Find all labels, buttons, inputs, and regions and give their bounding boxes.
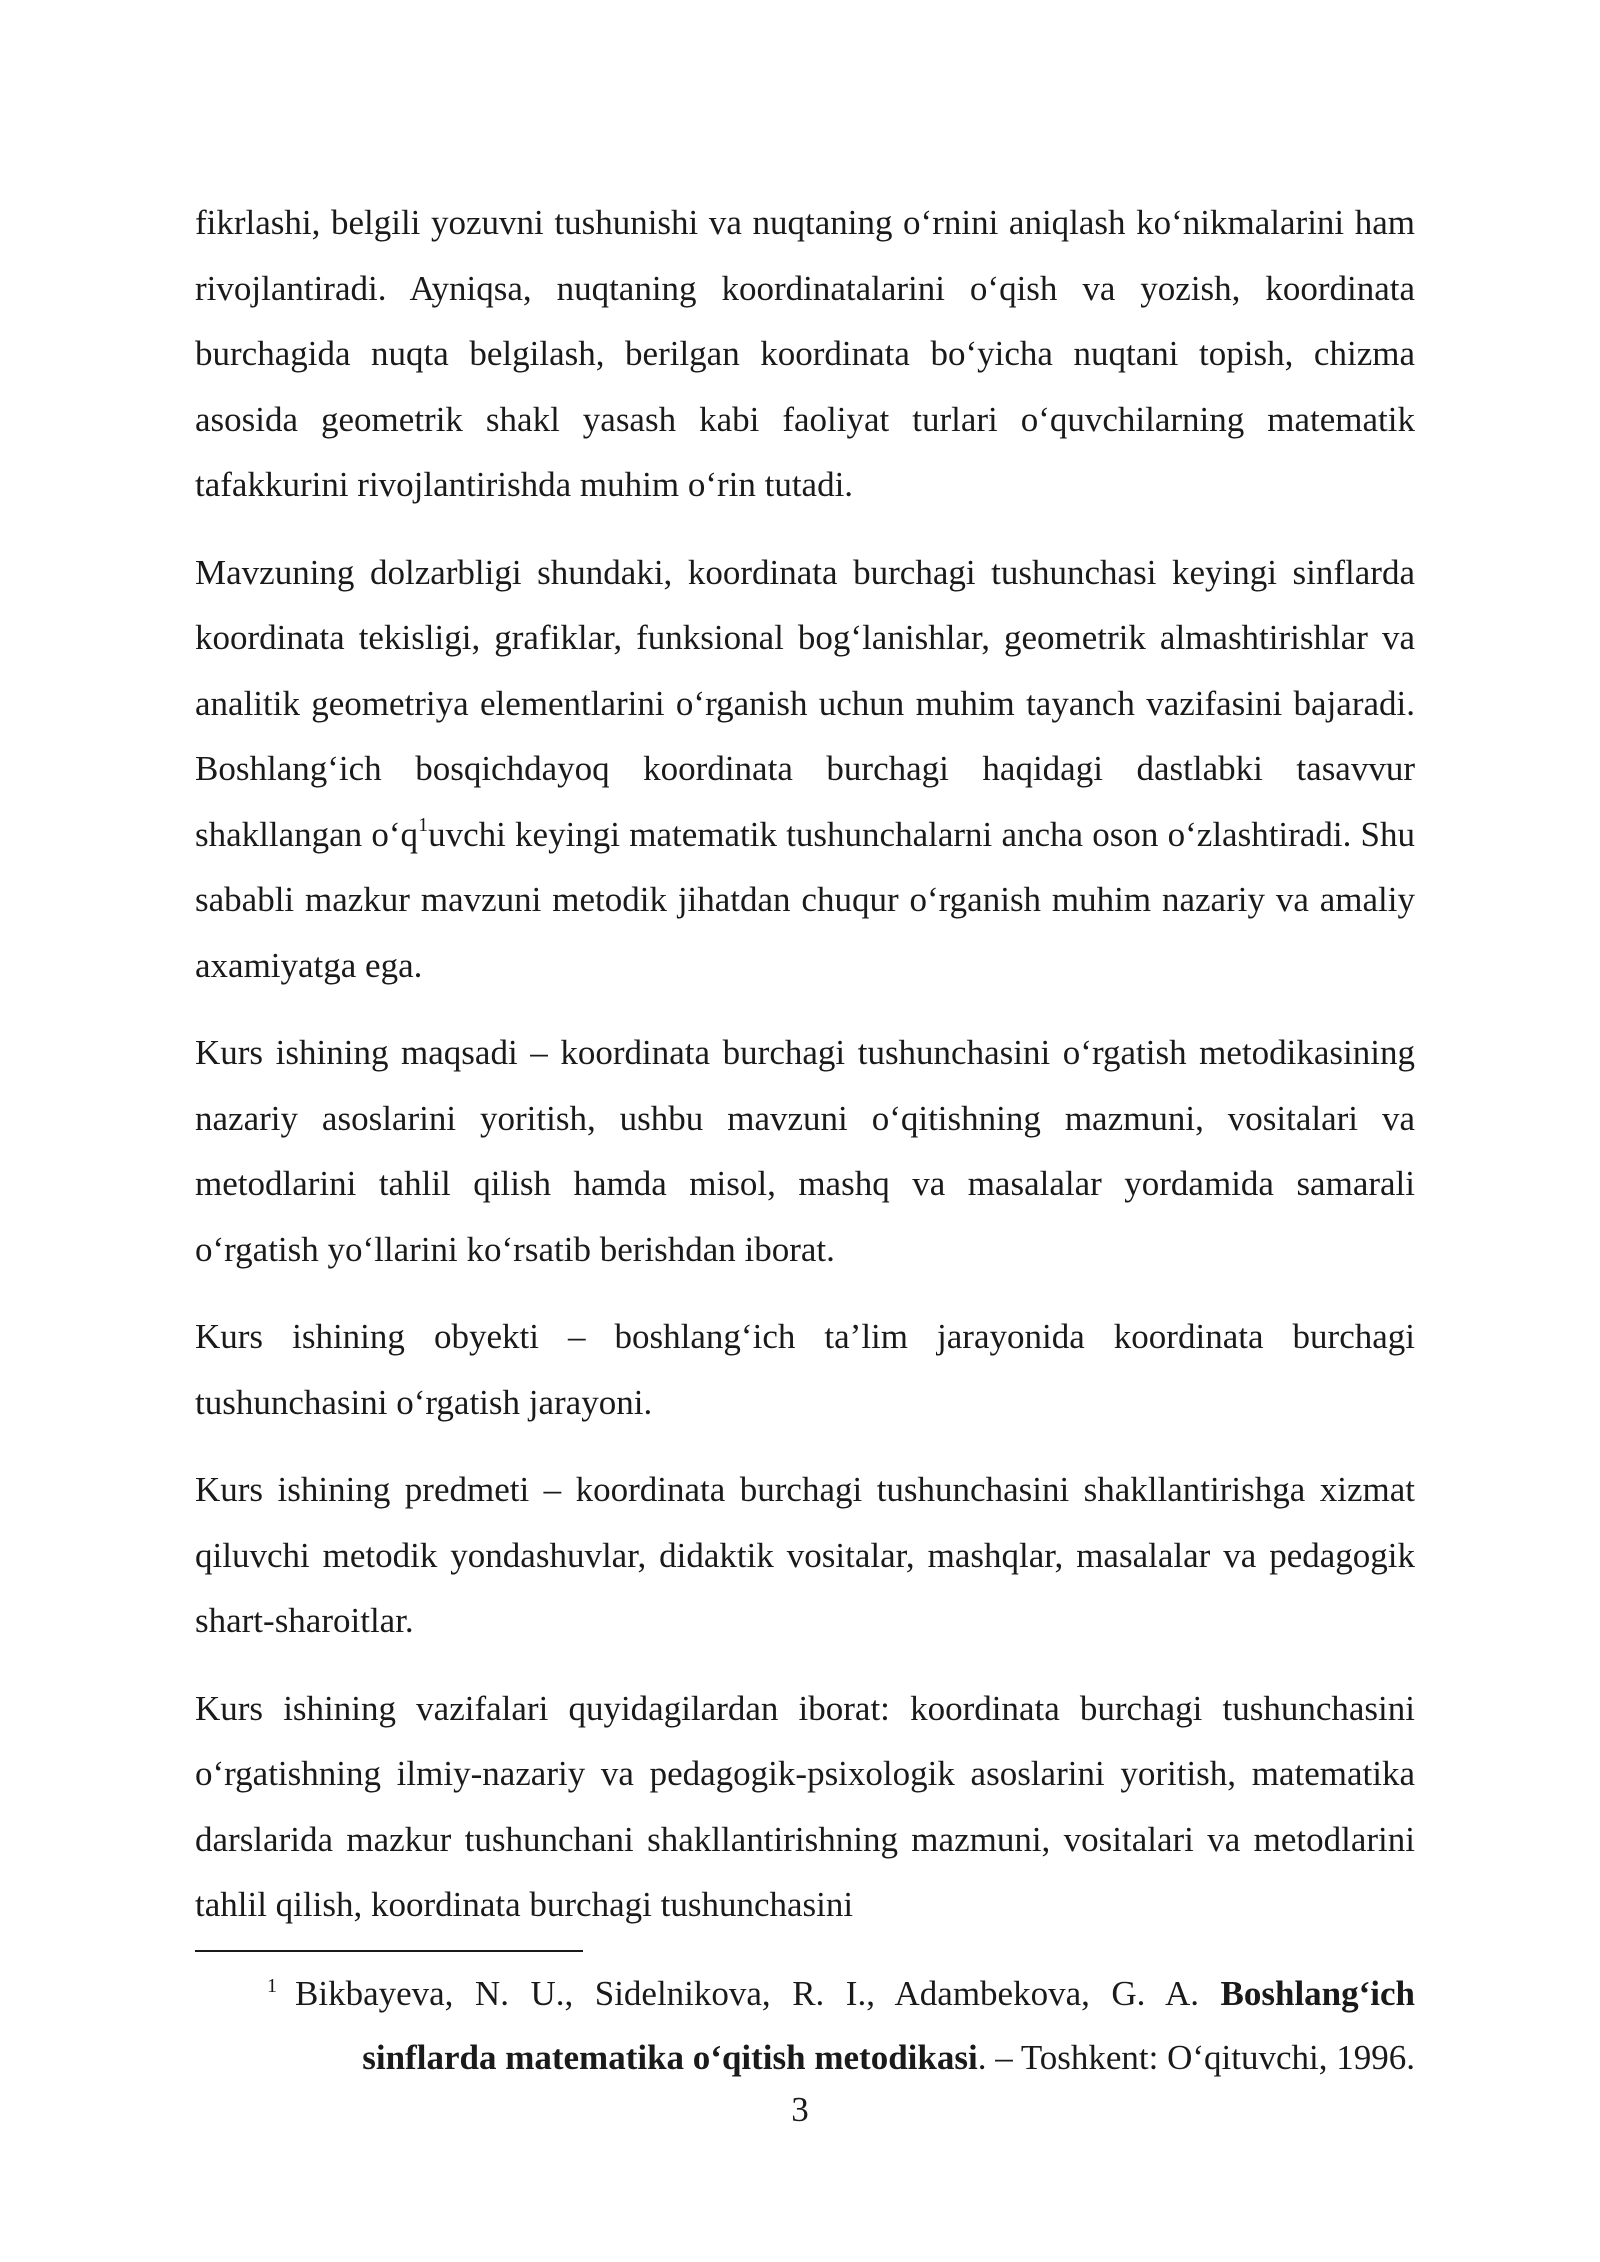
- footnote-divider: [195, 1950, 583, 1952]
- paragraph-4: Kurs ishining obyekti – boshlang‘ich ta’lim jarayonida koordinata burchagi tushunchasini o‘rgatish jarayoni.: [195, 1317, 1415, 1422]
- paragraph-2-text-after: uvchi keyingi matematik tushunchalarni ancha oson o‘zlashtiradi. Shu sababli mazkur mavzuni metodik jihatdan chuqur o‘rganish muhim nazariy va amaliy axamiyatga ega.: [195, 814, 1416, 985]
- paragraph-6: Kurs ishining vazifalari quyidagilardan iborat: koordinata burchagi tushunchasini o‘rgatishning ilmiy-nazariy va pedagogik-psixologik asoslarini yoritish, matematika darslarida mazkur tushunchani shakllantirishning mazmuni, vositalari va metodlarini tahlil qilish, koordinata burchagi tushunchasini: [195, 1688, 1415, 1924]
- paragraph-5: Kurs ishining predmeti – koordinata burchagi tushunchasini shakllantirishga xizmat qiluvchi metodik yondashuvlar, didaktik vositalar, mashqlar, masalalar va pedagogik shart-sharoitlar.: [195, 1470, 1415, 1640]
- paragraph-1: fikrlashi, belgili yozuvni tushunishi va nuqtaning o‘rnini aniqlash ko‘nikmalarini ham rivojlantiradi. Ayniqsa, nuqtaning koordinatalarini o‘qish va yozish, koordinata burchagida nuqta belgilash, berilgan koordinata bo‘yicha nuqtani topish, chizma asosida geometrik shakl yasash kabi faoliyat turlari o‘quvchilarning matematik tafakkurini rivojlantirishda muhim o‘rin tutadi.: [195, 203, 1415, 504]
- footnote-reference[interactable]: 1: [418, 813, 429, 836]
- page-body: [195, 190, 1415, 1960]
- footnote-tail: . – Toshkent: O‘qituvchi, 1996.: [977, 2038, 1415, 2077]
- footnote-marker: 1: [267, 1975, 277, 1997]
- paragraph-3: Kurs ishining maqsadi – koordinata burchagi tushunchasini o‘rgatish metodikasining nazariy asoslarini yoritish, ushbu mavzuni o‘qitishning mazmuni, vositalari va metodlarini tahlil qilish hamda misol, mashq va masalalar yordamida samarali o‘rgatish yo‘llarini ko‘rsatib berishdan iborat.: [195, 1033, 1415, 1269]
- footnote-title: Boshlang‘ich sinflarda matematika o‘qitish metodikasi: [362, 1974, 1416, 2077]
- footnote-authors: Bikbayeva, N. U., Sidelnikova, R. I., Adambekova, G. A.: [295, 1974, 1199, 2013]
- footnote: [195, 1962, 1415, 2090]
- paragraph-2-text-before: Mavzuning dolzarbligi shundaki, koordinata burchagi tushunchasi keyingi sinflarda koordinata tekisligi, grafiklar, funksional bog‘lanishlar, geometrik almashtirishlar va analitik geometriya elementlarini o‘rganish uchun muhim tayanch vazifasini bajaradi. Boshlang‘ich bosqichdayoq koordinata burchagi haqidagi dastlabki tasavvur shakllangan o‘q: [195, 552, 1415, 854]
- paragraph-2: [195, 540, 1415, 999]
- page-number: 3: [791, 2090, 809, 2129]
